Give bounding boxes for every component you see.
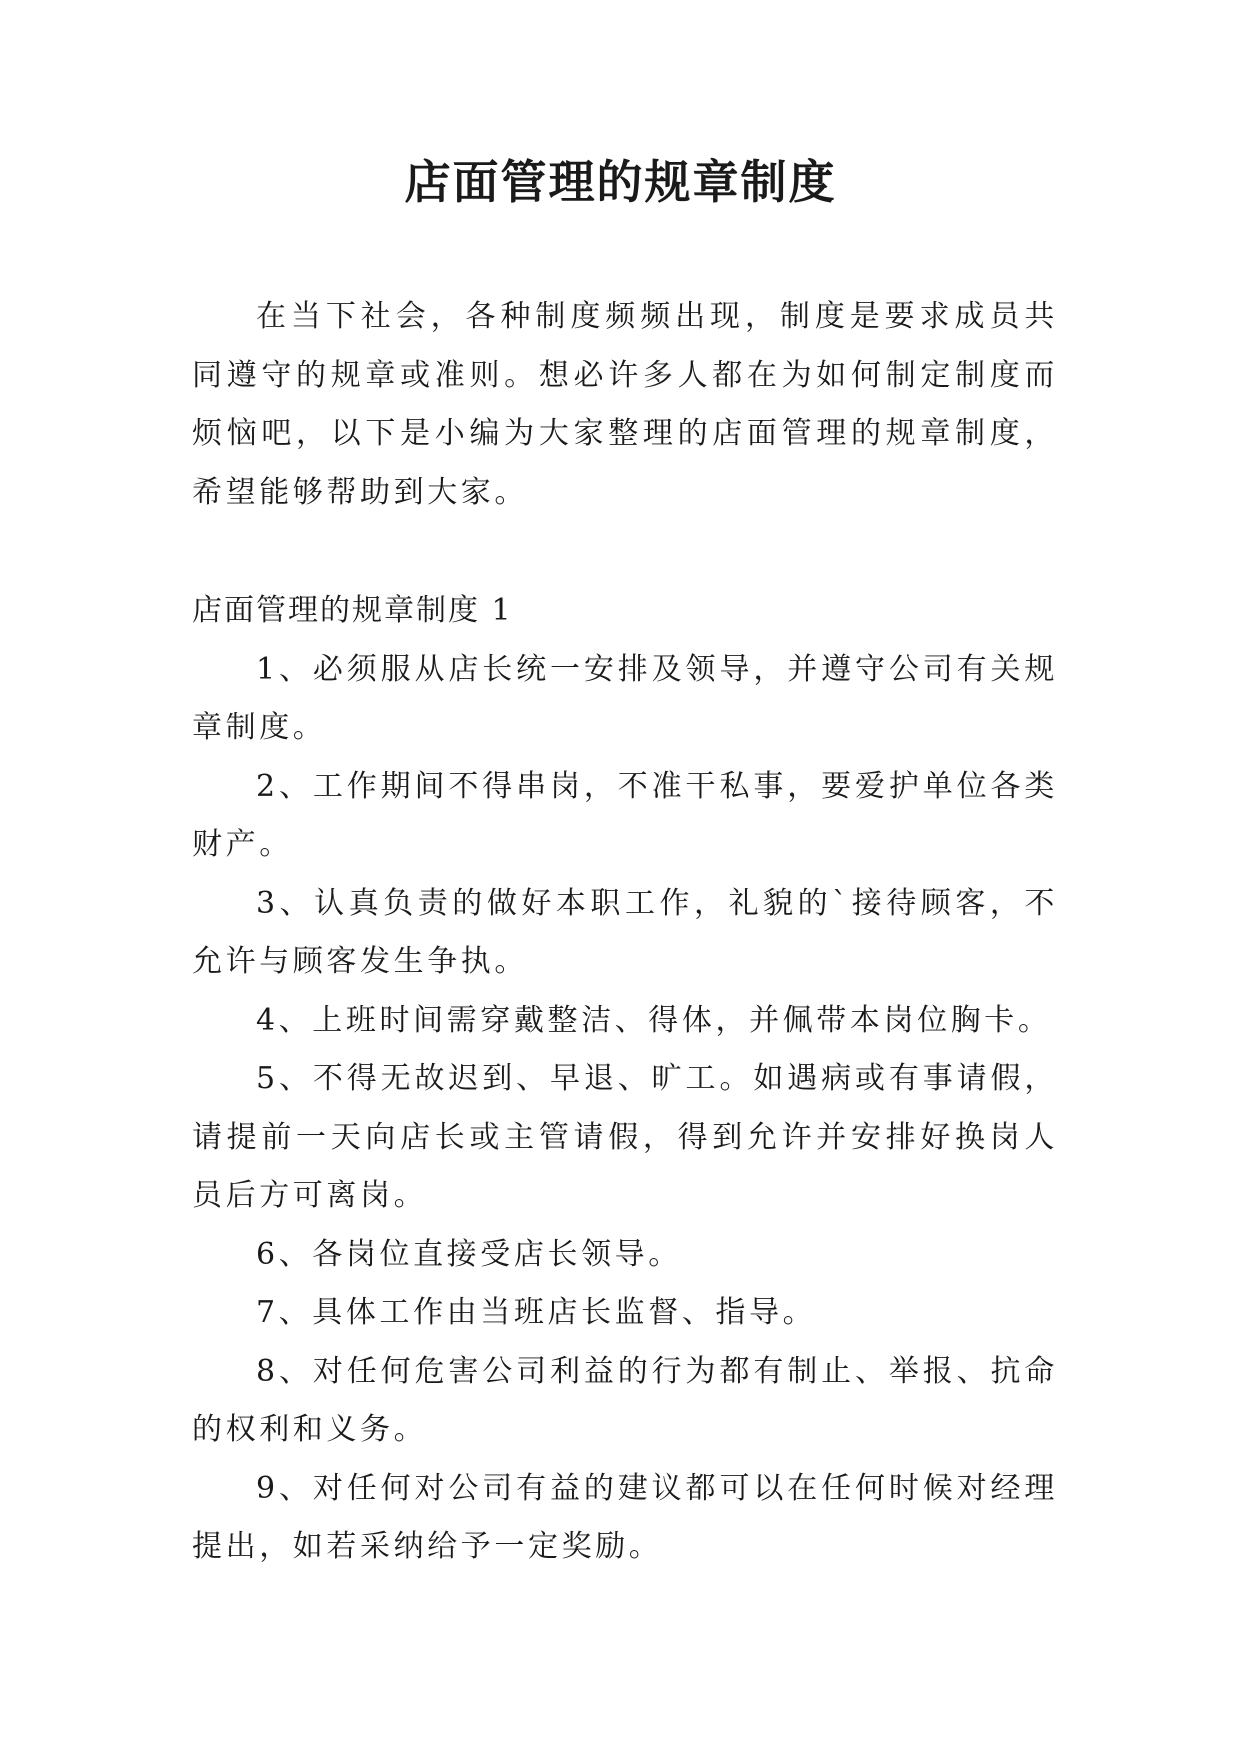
rule-item-9: 9、对任何对公司有益的建议都可以在任何时候对经理提出，如若采纳给予一定奖励。 [192,1470,1058,1564]
rule-item-6: 6、各岗位直接受店长领导。 [256,1236,682,1272]
rule-item-4: 4、上班时间需穿戴整洁、得体，并佩带本岗位胸卡。 [256,1002,1052,1038]
intro-paragraph: 在当下社会，各种制度频频出现，制度是要求成员共同遵守的规章或准则。想必许多人都在为如何制定制度而烦恼吧，以下是小编为大家整理的店面管理的规章制度，希望能够帮助到大家。 [192,299,1058,510]
section-heading: 店面管理的规章制度 1 [192,593,513,628]
rule-item-8: 8、对任何危害公司利益的行为都有制止、举报、抗命的权利和义务。 [192,1353,1058,1447]
document-body [192,288,1058,1577]
rule-item-7: 7、具体工作由当班店长监督、指导。 [256,1295,817,1330]
rule-item-1: 1、必须服从店长统一安排及领导，并遵守公司有关规章制度。 [192,651,1058,745]
rule-item-3: 3、认真负责的做好本职工作，礼貌的`接待顾客，不允许与顾客发生争执。 [192,885,1058,979]
rule-item-5: 5、不得无故迟到、早退、旷工。如遇病或有事请假，请提前一天向店长或主管请假，得到允许并安排好换岗人员后方可离岗。 [192,1061,1058,1213]
document-title: 店面管理的规章制度 [404,155,837,209]
rule-item-2: 2、工作期间不得串岗，不准干私事，要爱护单位各类财产。 [192,768,1058,862]
